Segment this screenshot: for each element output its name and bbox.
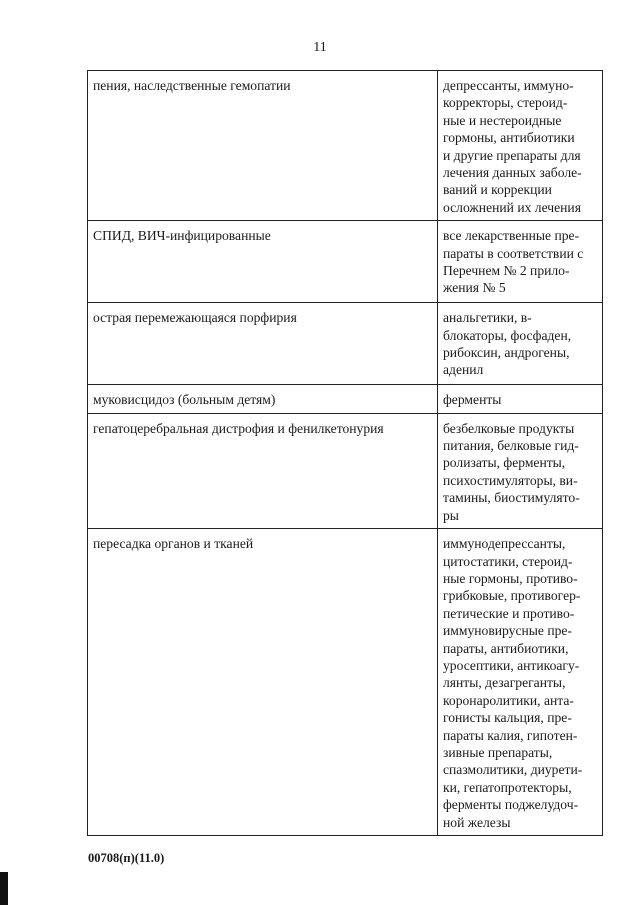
drugs-cell xyxy=(438,413,603,528)
table-row xyxy=(88,71,603,221)
condition-cell xyxy=(88,413,438,528)
drugs-text: депрессанты, иммуно- корректоры, стероид- ные и нестероидные гормоны, антибиотики и другие препараты для лечения данных заболе- ваний и коррекции осложнений их лечения xyxy=(443,78,582,215)
drugs-text: ферменты xyxy=(443,392,502,408)
drugs-text: анальгетики, в- блокаторы, фосфаден, рибоксин, андрогены, аденил xyxy=(443,310,572,378)
table-row xyxy=(88,221,603,303)
condition-cell xyxy=(88,385,438,413)
page-number: 11 xyxy=(313,40,327,55)
scan-margin-mark xyxy=(0,872,8,905)
condition-cell xyxy=(88,221,438,303)
condition-cell xyxy=(88,71,438,221)
table-row xyxy=(88,529,603,836)
document-code: 00708(п)(11.0) xyxy=(88,851,165,865)
drugs-cell xyxy=(438,71,603,221)
drugs-cell xyxy=(438,385,603,413)
condition-text: острая перемежающаяся порфирия xyxy=(93,310,297,326)
condition-cell xyxy=(88,303,438,385)
document-table xyxy=(87,70,603,836)
table-row xyxy=(88,303,603,385)
drugs-cell xyxy=(438,303,603,385)
condition-text: пения, наследственные гемопатии xyxy=(93,78,291,93)
table-row xyxy=(88,385,603,413)
condition-text: гепатоцеребральная дистрофия и фенилкетонурия xyxy=(93,420,384,436)
drugs-text: все лекарственные пре- параты в соответствии с Перечнем № 2 прило- жения № 5 xyxy=(443,228,584,296)
drugs-text: иммунодепрессанты, цитостатики, стероид- ные гормоны, противо- грибковые, противогер- петические и противо- иммуновирусные пре- параты, антибиотики, уросептики, антикоагу- лянты, дезагреганты, коронаролитики, анта- гонисты кальция, пре- параты калия, гипотен- зивные препараты, спазмолитики, диурети- ки, гепатопротекторы, ферменты поджелудоч- ной железы xyxy=(443,536,583,830)
table-row xyxy=(88,413,603,528)
drugs-cell xyxy=(438,529,603,836)
condition-cell xyxy=(88,529,438,836)
condition-text: пересадка органов и тканей xyxy=(93,536,254,552)
drugs-text: безбелковые продукты питания, белковые гид- ролизаты, ферменты, психостимуляторы, ви- тамины, биостимулято- ры xyxy=(443,420,580,523)
condition-text: СПИД, ВИЧ-инфицированные xyxy=(93,228,271,244)
condition-text: муковисцидоз (больным детям) xyxy=(93,392,276,408)
drugs-cell xyxy=(438,221,603,303)
